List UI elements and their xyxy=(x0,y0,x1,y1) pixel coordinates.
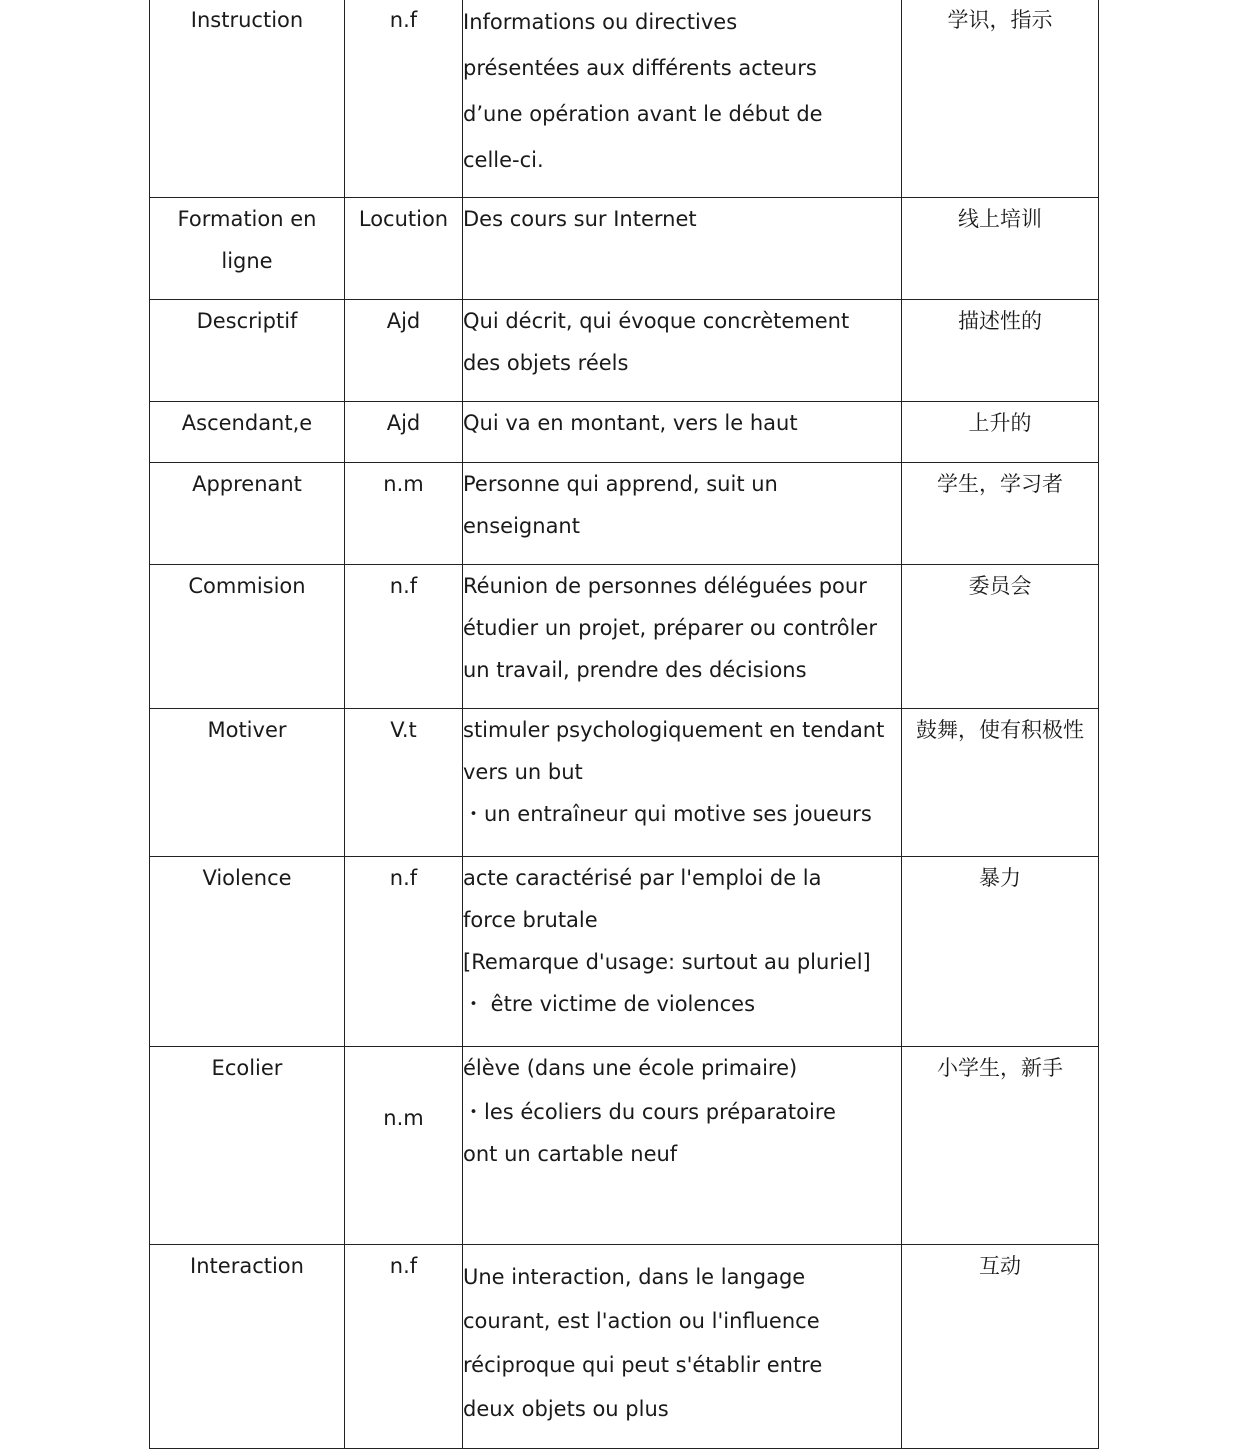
definition-line: Des cours sur Internet xyxy=(463,207,697,231)
word-cell: Instruction xyxy=(150,0,345,198)
word-cell: Violence xyxy=(150,857,345,1047)
part-of-speech-cell: n.f xyxy=(345,0,463,198)
table-row xyxy=(150,300,1099,402)
chinese-translation-cell: 学识，指示 xyxy=(902,0,1099,198)
part-of-speech-cell: n.m xyxy=(345,1047,463,1245)
word-cell: Ascendant,e xyxy=(150,402,345,463)
word-cell: Descriptif xyxy=(150,300,345,402)
definition-line: celle-ci. xyxy=(463,148,544,172)
part-of-speech-cell: V.t xyxy=(345,709,463,857)
table-row xyxy=(150,402,1099,463)
definition-line: stimuler psychologiquement en tendant xyxy=(463,718,885,742)
example-line: ・un entraîneur qui motive ses joueurs xyxy=(463,802,872,826)
table-row xyxy=(150,857,1099,1047)
definition-line: Personne qui apprend, suit un xyxy=(463,472,778,496)
part-of-speech-cell: Ajd xyxy=(345,300,463,402)
table-row xyxy=(150,565,1099,709)
chinese-translation-cell: 暴力 xyxy=(902,857,1099,1047)
definition-cell xyxy=(463,857,902,1047)
example-line: ・les écoliers du cours préparatoire xyxy=(463,1100,836,1124)
chinese-translation-cell: 鼓舞，使有积极性 xyxy=(902,709,1099,857)
chinese-translation-cell: 线上培训 xyxy=(902,198,1099,300)
word-cell: Apprenant xyxy=(150,463,345,565)
example-line: ont un cartable neuf xyxy=(463,1142,678,1166)
word-cell: Commision xyxy=(150,565,345,709)
table-row xyxy=(150,1047,1099,1245)
table-row xyxy=(150,198,1099,300)
definition-cell xyxy=(463,402,902,463)
example-line: ・ être victime de violences xyxy=(463,992,756,1016)
part-of-speech-cell: n.m xyxy=(345,463,463,565)
definition-line: acte caractérisé par l'emploi de la xyxy=(463,866,822,890)
definition-cell xyxy=(463,300,902,402)
definition-line: des objets réels xyxy=(463,351,629,375)
definition-line: élève (dans une école primaire) xyxy=(463,1056,798,1080)
definition-line: réciproque qui peut s'établir entre xyxy=(463,1353,823,1377)
definition-line: Qui va en montant, vers le haut xyxy=(463,411,798,435)
definition-cell xyxy=(463,565,902,709)
definition-line: courant, est l'action ou l'influence xyxy=(463,1309,820,1333)
definition-line: présentées aux différents acteurs xyxy=(463,56,817,80)
chinese-translation-cell: 描述性的 xyxy=(902,300,1099,402)
part-of-speech-cell: Locution xyxy=(345,198,463,300)
definition-line: enseignant xyxy=(463,514,580,538)
definition-line: Une interaction, dans le langage xyxy=(463,1265,806,1289)
word-cell: Formation en ligne xyxy=(150,198,345,300)
chinese-translation-cell: 委员会 xyxy=(902,565,1099,709)
definition-cell xyxy=(463,0,902,198)
chinese-translation-cell: 小学生，新手 xyxy=(902,1047,1099,1245)
chinese-translation-cell: 学生，学习者 xyxy=(902,463,1099,565)
definition-line: Qui décrit, qui évoque concrètement xyxy=(463,309,850,333)
word-cell: Ecolier xyxy=(150,1047,345,1245)
definition-line: vers un but xyxy=(463,760,583,784)
definition-cell xyxy=(463,1245,902,1449)
usage-note-line: [Remarque d'usage: surtout au pluriel] xyxy=(463,950,871,974)
definition-cell xyxy=(463,709,902,857)
part-of-speech-cell: Ajd xyxy=(345,402,463,463)
definition-cell xyxy=(463,1047,902,1245)
definition-line: deux objets ou plus xyxy=(463,1397,669,1421)
part-of-speech-cell: n.f xyxy=(345,1245,463,1449)
chinese-translation-cell: 互动 xyxy=(902,1245,1099,1449)
word-cell: Interaction xyxy=(150,1245,345,1449)
table-row xyxy=(150,0,1099,198)
definition-line: étudier un projet, préparer ou contrôler xyxy=(463,616,878,640)
part-of-speech-cell: n.f xyxy=(345,857,463,1047)
vocabulary-table xyxy=(149,0,1099,1449)
definition-line: Réunion de personnes déléguées pour xyxy=(463,574,867,598)
word-cell: Motiver xyxy=(150,709,345,857)
definition-line: d’une opération avant le début de xyxy=(463,102,823,126)
definition-cell xyxy=(463,463,902,565)
table-row xyxy=(150,1245,1099,1449)
chinese-translation-cell: 上升的 xyxy=(902,402,1099,463)
definition-line: un travail, prendre des décisions xyxy=(463,658,807,682)
part-of-speech-cell: n.f xyxy=(345,565,463,709)
table-row xyxy=(150,709,1099,857)
definition-line: force brutale xyxy=(463,908,598,932)
definition-cell xyxy=(463,198,902,300)
definition-line: Informations ou directives xyxy=(463,10,738,34)
table-row xyxy=(150,463,1099,565)
